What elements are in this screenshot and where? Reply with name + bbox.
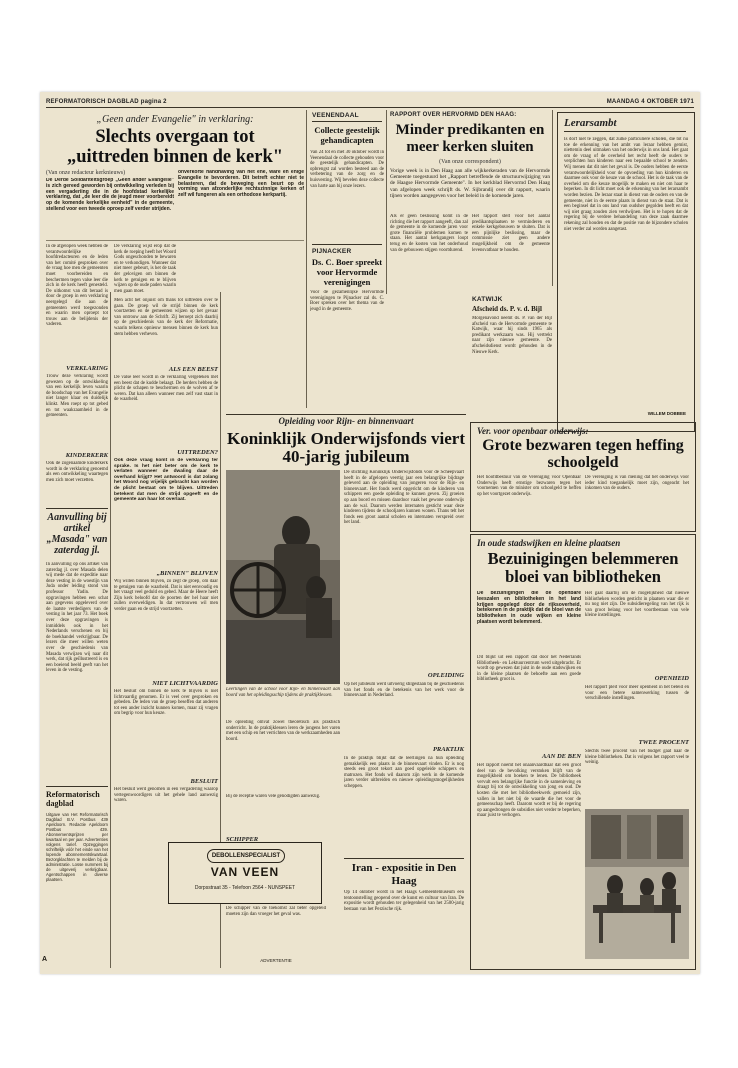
- lerarsambt-signature: WILLEM DOBBEE: [647, 411, 686, 416]
- main-lead-right: onverkorte handhaving van het ene, ware en enige Evangelie te bevorderen. Dit betreft echter niet te belasteren, dat de beweging een beurt op de vorming van afzonderlijke rechtszinnige kerken of zelf wil fungeren als een orthodoxe kerkpartij.: [178, 170, 304, 199]
- tag-kinderkerk: KINDERKERK: [65, 452, 108, 459]
- kinderkerk-body: Ook de zogenaamde kinderkerk wordt in de verklaring genoemd als een ontwikkeling waartegen men zich moet verzetten.: [46, 461, 108, 483]
- main-kicker: „Geen ander Evangelie" in verklaring:: [96, 114, 254, 125]
- katwijk-headline: Afscheid ds. P. v. d. Bijl: [472, 305, 542, 313]
- advert-banner: DEBOLLENSPECIALIST: [207, 849, 285, 863]
- rule: [46, 508, 108, 509]
- rule: [312, 244, 382, 245]
- koninklijk-headline: Koninklijk Onderwijsfonds viert 40-jarig jubileum: [226, 429, 466, 466]
- rapport-lead: Vorige week is in Den Haag aan alle wijkkerkeraden van de Hervormde Gemeente toegestuurd het „Rapport betreffende de structuurwijziging van de Haagse Hervormde Gemeente". In het kerkblad Hervormd Den Haag van afgelopen week schrijft ds. W. Sijbrandij over dit rapport, waarin tijnen worden aangegeven voor het beleid in de komende jaren.: [390, 168, 550, 199]
- masthead-rule: [46, 107, 694, 108]
- column-rule: [386, 110, 387, 294]
- bibliotheken-body-3: Het gaat daarbij om de mogelijkheid dat nieuwe bibliotheken worden gesticht in plaatsen waar die er nu nog niet zijn. De subsidieregeling van het rijk is van groot belang voor het voortbestaan van vele kleine instellingen.: [585, 591, 689, 619]
- bibliotheken-kicker: In oude stadswijken en kleine plaatsen: [477, 538, 621, 548]
- bibliotheken-body-2: Het rapport noemt het onaanvaardbaar dat een groot deel van de bevolking verstoken blijft van de mogelijkheid om boeken te lenen. De bibliotheek vervult een belangrijke functie in de samenleving en draagt bij tot de ontwikkeling van jong en oud. De kosten die met het bibliotheekwerk gemoeid zijn, vallen in het niet bij de waarde die het voor de gemeenschap heeft. Daarom wordt er bij de regering op aangedrongen de subsidies niet verder te beperken, maar juist te verhogen.: [477, 763, 581, 819]
- iran-headline: Iran - expositie in Den Haag: [351, 862, 457, 887]
- veenendaal-headline: Collecte geestelijk gehandicapten: [314, 125, 380, 145]
- pijnacker-body: Voor de gezamenlijke Hervormde verenigingen te Pijnacker zal ds. C. Boer spreken over het thema van de jeugd in de gemeente.: [310, 290, 384, 312]
- rapport-headline: Minder predikanten en meer kerken sluiten: [395, 122, 545, 155]
- bibliotheken-body-1: Dit blijkt uit een rapport dat door het Nederlands Bibliotheek- en Lektuurcentrum werd uitgebracht. Er wordt op gewezen dat juist in de oude stadswijken en in de kleine plaatsen de behoefte aan een goede bibliotheek groot is.: [477, 655, 581, 683]
- beest-body: De valse leer wordt in de verklaring vergeleken met een beest dat de kudde belaagt. De herders hebben de plicht de schapen te beschermen en de wolven af te weren. Dat kan alleen wanneer men zelf vast staat in de waarheid.: [114, 375, 218, 403]
- bibliotheken-lead: De bezuinigingen die de openbare leeszalen en bibliotheken in het land krijgen opgelegd door de rijksoverheid, betekenen in de praktijk dat de bloei van de bibliotheken in oude wijken en kleine plaatsen wordt belemmerd.: [477, 591, 581, 625]
- main-body-col-3: Men acht het onjuist om thans tot uittreden over te gaan. De groep wil de strijd binnen de kerk voortzetten en de gemeenten wijzen op het gevaar van ontrouw aan de Schrift. Zij beroept zich daarbij op de geschiedenis van de kerk der Reformatie, waarin telkens opnieuw mensen binnen de kerk hun stem hebben verheven.: [114, 298, 218, 337]
- schoolgeld-box: [470, 422, 696, 532]
- main-byline: (Van onze redacteur kerknieuws): [46, 170, 126, 176]
- tag-opleiding: OPLEIDING: [427, 672, 464, 679]
- katwijk-section: KATWIJK: [472, 296, 503, 303]
- library-photo: [585, 809, 689, 959]
- veenendaal-section: VEENENDAAL: [312, 112, 359, 119]
- tag-niet-lichtvaardig: NIET LICHTVAARDIG: [152, 680, 218, 687]
- koninklijk-body-4: In de praktijk blijkt dat de leerlingen na hun opleiding gemakkelijk een plaats in de binnenvaart vinden. Er is nog steeds een groot tekort aan goed opgeleide schippers en matrozen. Het fonds wil daarom zijn werk in de komende jaren verder uitbreiden en nieuwe opleidingsmogelijkheden scheppen.: [344, 756, 464, 789]
- main-headline-line-1: Slechts overgaan tot: [95, 127, 255, 147]
- colophon-body: Uitgave van Het Reformatorisch Dagblad B.V. Postbus 439 Apeldoorn. Redactie Apeldoorn Postbus 439. Abonnementsprijzen per kwartaal en per jaar. Advertenties volgens tarief. Opzeggingen schriftelijk vóór het einde van het lopende abonnementskwartaal. Bezorgklachten te melden bij de administratie. Losse nummers bij de uitgeverij verkrijgbaar. Agentschappen in diverse plaatsen.: [46, 812, 108, 882]
- tag-schipper: SCHIPPER: [226, 836, 259, 843]
- lerarsambt-body: Is dorf niet te zeggen, dat zulke particuliere scholen, die tot nu toe de erkenning van het ambt van leraar hebben gemist, niettemin deel uitmaken van het onderwijs in ons land. Het gaat om de vraag of de overheid het recht heeft de ouders te verplichten hun kinderen naar een bepaalde school te zenden. Wij menen dat dit niet het geval is. De ouders hebben de eerste verantwoordelijkheid voor de opvoeding van hun kinderen en daarmee ook voor de keuze van de school. Het is de taak van de overheid om die keuze mogelijk te maken en niet om haar te beperken. In dit licht moet ook de erkenning van het lerarsambt worden bezien. De leraar staat in dienst van de ouders en van de gemeente, niet in de eerste plaats in dienst van de staat. Dat is een beginsel dat in ons land van oudsher gegolden heeft en dat wij niet graag zouden zien verdwijnen. Het is te hopen dat de regering bij de verdere behandeling van deze zaak daarmee rekening zal houden en dat de positie van de bijzondere scholen niet verder zal worden aangetast.: [564, 137, 688, 232]
- lead-rule: [46, 240, 304, 241]
- verklaring-body: Trouw deze verklaring wordt gewezen op de ontwikkeling van een kerkelijk leven waarin de boodschap van het Evangelie niet langer klaar en duidelijk klinkt. Men roept op tot gebed en tot waakzaamheid in de gemeenten.: [46, 374, 108, 419]
- veenendaal-body: Van 24 tot en met 30 oktober wordt in Veenendaal de collecte gehouden voor de geestelijk gehandicapten. De opbrengst zal worden besteed aan de verbetering van de zorg en de huisvesting. Wij bevelen deze collecte van harte aan bij onze lezers.: [310, 150, 384, 189]
- tag-praktijk: PRAKTIJK: [432, 746, 464, 753]
- bibliotheken-body-5: Slechts twee procent van het budget gaat naar de kleine bibliotheken. Dat is volgens het rapport veel te weinig.: [585, 749, 689, 766]
- masthead-left: REFORMATORISCH DAGBLAD pagina 2: [46, 99, 167, 105]
- advert-van-veen: [168, 842, 322, 904]
- rule: [344, 858, 464, 859]
- bibliotheken-box: [470, 534, 696, 970]
- aanvulling-headline: Aanvulling bij artikel „Masada" van zaterdag jl.: [46, 512, 108, 556]
- lichtvaardig-body: Het besluit om binnen de kerk te blijven is niet lichtvaardig genomen. Er is veel over gesproken en gebeden. De leden van de groep beseffen dat anderen tot een ander inzicht kunnen komen, maar zij vragen om begrip voor hun keuze.: [114, 689, 218, 717]
- rule: [46, 786, 108, 787]
- rapport-byline: (Van onze correspondent): [439, 159, 501, 165]
- bibliotheken-body-4: Het rapport pleit voor meer openheid in het beleid en voor een betere samenwerking tussen de verschillende instellingen.: [585, 685, 689, 702]
- photo-image: [226, 470, 340, 684]
- pijnacker-section: PIJNACKER: [312, 248, 352, 255]
- koninklijk-body-3: Op het jubileum werd uitvoerig stilgestaan bij de geschiedenis van het fonds en de betekenis van het werk voor de binnenvaart in Nederland.: [344, 682, 464, 699]
- advert-address: Dorpsstraat 35 - Telefoon 2564 - NUNSPEET: [194, 885, 296, 891]
- aanvulling-body: In aanvulling op ons artikel van zaterdag jl. over Masada delen wij mede dat de expeditie naar deze vesting in de woestijn van Juda onder leiding stond van professor Yadin. De opgravingen hebben een schat aan gegevens opgeleverd over de laatste verdedigers van de vesting in het jaar 73. Het boek over deze opgravingen is inmiddels ook in het Nederlands verschenen en bij de boekhandel verkrijgbaar. De lezers die meer willen weten over de geschiedenis van Masada verwijzen wij naar dit werk, dat rijk geïllustreerd is en een boeiend beeld geeft van het leven in de vesting.: [46, 562, 108, 674]
- pijnacker-headline: Ds. C. Boer spreekt voor Hervormde verenigingen: [311, 257, 383, 287]
- lerarsambt-title: Lerarsambt: [564, 117, 617, 129]
- advertentie-label: ADVERTENTIE: [260, 958, 292, 963]
- tag-verklaring: VERKLARING: [66, 365, 108, 372]
- tag-binnen-blijven: „BINNEN" BLIJVEN: [156, 570, 218, 577]
- tag-als-een-beest: ALS EEN BEEST: [168, 366, 218, 373]
- rule: [312, 121, 382, 122]
- main-lead: De Derde Solidariteitsgroep „Geen ander Evangelie" is zich gereed geworden bij ontwikkeling verleden bij een vergaderiing die in de hoofdstad kerkelijke verklaring, dat „de leer die de jeugd meer voorbereidt op de komende kerkelijke eenheid" in de gemeente, stellend voor een tweede oproep zelf verder strijden.: [46, 178, 174, 212]
- rule: [564, 131, 686, 132]
- koninklijk-body-1: De stichting Koninklijk Onderwijsfonds voor de Scheepvaart heeft in de afgelopen veertig jaar een belangrijke bijdrage geleverd aan de opleiding van jongeren voor de Rijn- en binnenvaart. Het fonds werd opgericht om de kinderen van schippers een goede opleiding te kunnen geven. Zij groeien op aan boord en missen daardoor vaak het gewone onderwijs aan de wal. Daarom werden internaten gesticht waar deze kinderen tijdens de schooljaren kunnen wonen. Thans telt het fonds een groot aantal scholen en internaten verspreid over het land.: [344, 470, 464, 526]
- column-rule: [306, 110, 307, 408]
- tag-besluit: BESLUIT: [190, 778, 218, 785]
- schoolgeld-headline: Grote bezwaren tegen heffing schoolgeld: [482, 437, 684, 471]
- column-rule: [552, 110, 553, 286]
- rapport-body-1: Als er geen beslissing komt in de richting die het rapport aangeeft, dan zal de gemeente in de komende jaren voor grote financiële problemen komen te staan. Het aantal kerkgangers loopt terug en de kosten van het onderhoud van de gebouwen stijgen voortdurend.: [390, 214, 468, 253]
- page-mark: A: [42, 956, 48, 963]
- rapport-body-2: Het rapport stelt voor het aantal predikantsplaatsen te verminderen en enkele kerkgebouwen te sluiten. Dat is een pijnlijke beslissing, maar de commissie ziet geen andere mogelijkheid om de gemeente levensvatbaar te houden.: [472, 214, 550, 253]
- main-headline-line-2: „uittreden binnen de kerk": [66, 147, 284, 167]
- training-ship-photo: [226, 470, 340, 684]
- iran-body: Op 14 oktober wordt in het Haags Gemeentemuseum een tentoonstelling geopend over de kunst en cultuur van Iran. De expositie wordt gehouden ter gelegenheid van het 2500-jarig bestaan van het Perzische rijk.: [344, 890, 464, 912]
- masthead-right: MAANDAG 4 OKTOBER 1971: [606, 99, 694, 105]
- koninklijk-body-2: De opleiding omvat zowel theoretisch als praktisch onderricht. In de praktijklessen leren de jongens het varen met een schip en het verrichten van de werkzaamheden aan boord.: [226, 720, 340, 742]
- uittreden-body: Ook deze vraag komt in de verklaring ter sprake. Is het niet beter om de kerk te verlaten wanneer de dwaling daar de overhand krijgt? Het antwoord is dat zolang het Woord nog vrijelijk gebracht kan worden de plicht bestaat om te blijven. Uittreden betekent dat men de strijd opgeeft en de gemeente aan haar lot overlaat.: [114, 458, 218, 503]
- tag-twee-procent: TWEE PROCENT: [638, 739, 689, 746]
- schoolgeld-body-1: Het hoofdbestuur van de Vereniging voor Openbaar Onderwijs heeft ernstige bezwaren tegen het voornemen van de minister om schoolgeld te heffen op het voortgezet onderwijs.: [477, 475, 581, 497]
- column-rule: [110, 292, 111, 968]
- koninklijk-body-5: Bij de receptie waren vele genodigden aanwezig.: [226, 794, 321, 799]
- lerarsambt-box: [557, 112, 695, 432]
- colophon-title: Reformatorisch dagblad: [46, 790, 100, 808]
- tag-openheid: OPENHEID: [654, 675, 689, 682]
- rule: [226, 414, 466, 415]
- koninklijk-kicker: Opleiding voor Rijn- en binnenvaart: [278, 416, 414, 426]
- tag-aan-de-ben: AAN DE BEN: [541, 753, 581, 760]
- advert-name: VAN VEEN: [210, 865, 280, 879]
- rapport-kicker: RAPPORT OVER HERVORMD DEN HAAG:: [390, 112, 517, 118]
- main-body-col-1: In de afgelopen week hebben de verantwoordelijke hoofdredacteuren en de leden van het comité gesproken over de vraag hoe men de gemeenten moet voorbereiden en beschermen tegen valse leer die zich in de kerk heeft genesteld. De uitkomst van dit beraad is door de groep in een verklaring neergelegd die aan de gemeenten werd toegezonden en waarin men oproept tot trouw aan de belijdenis der vaderen.: [46, 244, 108, 328]
- tag-uittreden: UITTREDEN?: [177, 449, 218, 456]
- schoolgeld-body-2: De vereniging is van mening dat het onderwijs voor ieder kind toegankelijk moet zijn, ongeacht het inkomen van de ouders.: [585, 475, 689, 492]
- schoolgeld-kicker: Ver. voor openbaar onderwijs:: [477, 426, 589, 436]
- katwijk-body: Morgenavond neemt ds. P. van der Bijl afscheid van de Hervormde gemeente te Katwijk, waar hij sinds 1965 als predikant werkzaam was. Hij vertrekt naar zijn nieuwe gemeente. De afscheidsdienst wordt gehouden in de Nieuwe Kerk.: [472, 316, 552, 355]
- photo-caption: Leerlingen van de school voor Rijn- en binnenvaart aan boord van het opleidingsschip tijdens de praktijklessen.: [226, 687, 340, 698]
- main-body-col-2: De verklaring wijst erop dat de kerk de roeping heeft het Woord Gods ongeschonden te bewaren en te verkondigen. Wanneer dat niet meer gebeurt, is het de taak der gelovigen om binnen de kerk te getuigen en te blijven wijzen op de oude paden waarin men gaan moet.: [114, 244, 176, 294]
- library-photo-image: [585, 809, 689, 959]
- binnen-body: Wij willen binnen blijven, zo zegt de groep, om daar te getuigen van de waarheid. Dat is niet eenvoudig en het vraagt veel geduld en gebed. Maar de Heere heeft Zijn kerk beloofd dat de poorten der hel haar niet zullen overweldigen. In dat vertrouwen wil men verder gaan en de strijd voortzetten.: [114, 579, 218, 612]
- bibliotheken-headline: Bezuinigingen belemmeren bloei van bibliotheken: [487, 549, 679, 586]
- besluit-body: Het besluit werd genomen in een vergadering waarop vertegenwoordigers uit het gehele land aanwezig waren.: [114, 787, 218, 804]
- newspaper-page: [40, 92, 700, 974]
- koninklijk-body-6: De schipper van de toekomst zal beter opgeleid moeten zijn dan vroeger het geval was.: [226, 906, 326, 917]
